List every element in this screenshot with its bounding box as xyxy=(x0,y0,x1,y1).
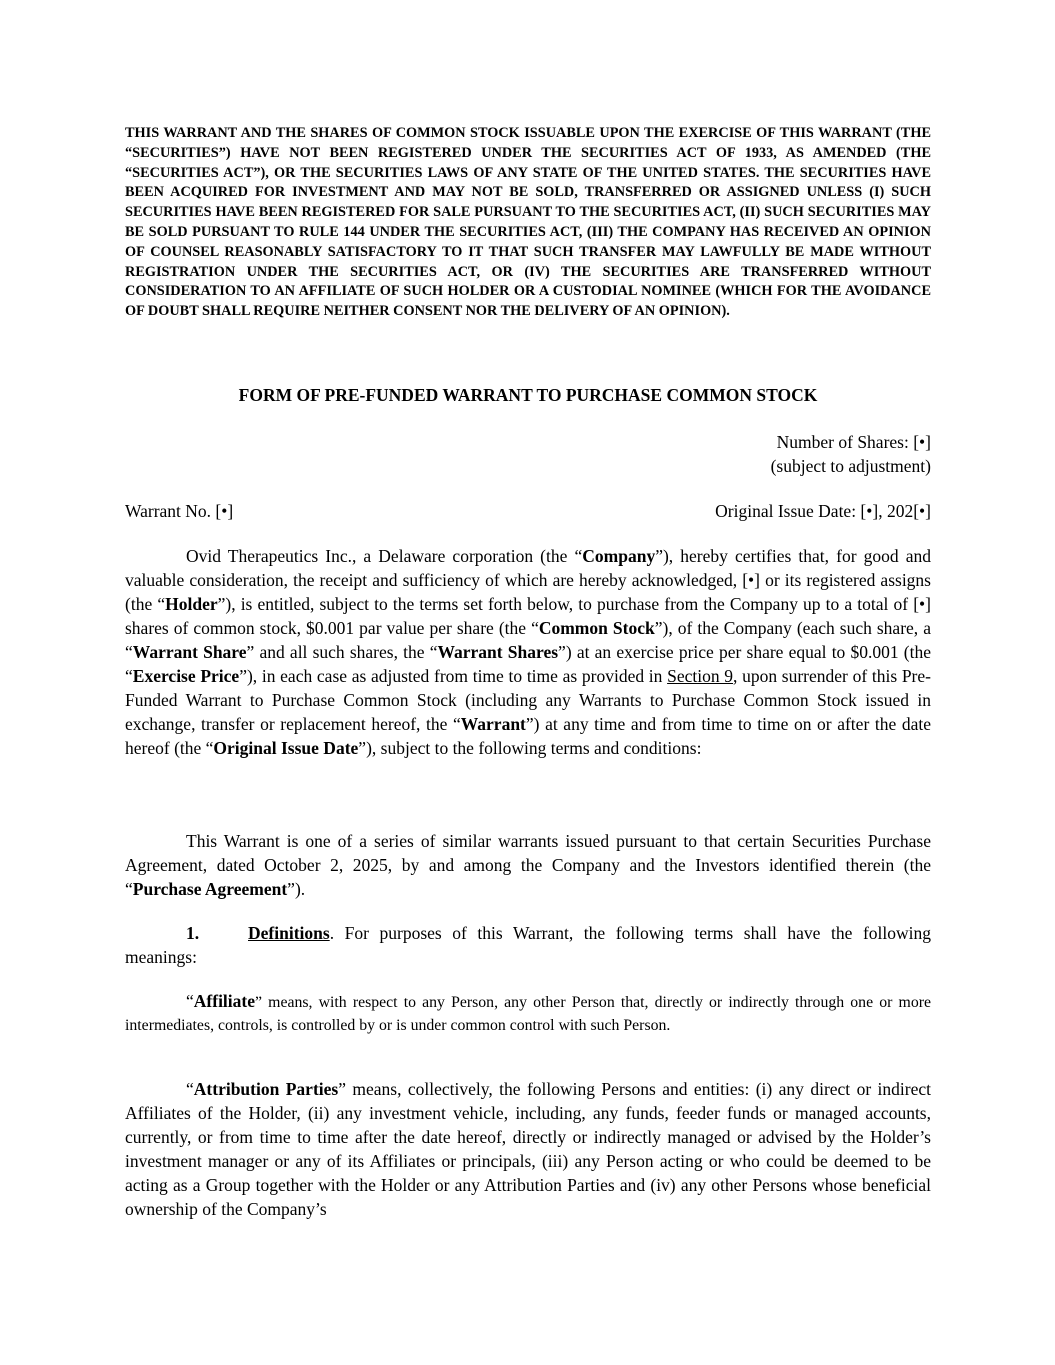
intro-text: , upon surrender of this Pre-Funded Warrant to Purchase Common Stock (including any Warrants to Purchase Common Stock issued in exchange, transfer or replacement hereof, the “ xyxy=(125,666,931,734)
term-holder: Holder xyxy=(165,594,218,614)
intro-text: ”) at any time and from time to time on or after the date hereof (the “ xyxy=(125,714,931,758)
intro-text: ”) at an exercise price per share equal to $0.001 (the “ xyxy=(125,642,931,686)
term-exercise-price: Exercise Price xyxy=(132,666,240,686)
quote-mark: “ xyxy=(186,1079,194,1099)
term-warrant-shares: Warrant Shares xyxy=(437,642,559,662)
series-text: ”). xyxy=(287,879,306,899)
intro-text: ”), hereby certifies that, for good and valuable consideration, the receipt and sufficiency of which are hereby acknowledged, [•] or its registered assigns (the “ xyxy=(125,546,931,614)
term-warrant: Warrant xyxy=(460,714,526,734)
intro-paragraph xyxy=(125,544,931,760)
number-of-shares-block xyxy=(771,430,931,478)
series-paragraph xyxy=(125,829,931,901)
document-title: FORM OF PRE-FUNDED WARRANT TO PURCHASE COMMON STOCK xyxy=(238,385,818,405)
intro-text: ” and all such shares, the “ xyxy=(246,642,438,662)
definition-text: ” means, with respect to any Person, any other Person that, directly or indirectly through one or more intermediates, controls, is controlled by or is under common control with such Person. xyxy=(125,994,931,1034)
term-affiliate: Affiliate xyxy=(193,991,256,1011)
warrant-number-row xyxy=(125,499,931,523)
term-purchase-agreement: Purchase Agreement xyxy=(132,879,288,899)
intro-text: ”), of the Company (each such share, a “ xyxy=(125,618,931,662)
section-9-reference: Section 9 xyxy=(667,666,734,686)
quote-mark: “ xyxy=(186,991,194,1011)
subject-to-adjustment: (subject to adjustment) xyxy=(770,456,931,476)
term-company: Company xyxy=(582,546,656,566)
definition-text: ” means, collectively, the following Persons and entities: (i) any direct or indirect Affiliates of the Holder, (ii) any investment vehicle, including, any funds, feeder funds or managed accounts, currently, or from time to time after the date hereof, directly or indirectly managed or advised by the Holder’s investment manager or any of its Affiliates or principals, (iii) any Person acting or who could be deemed to be acting as a Group together with the Holder or any Attribution Parties and (iv) any other Persons whose beneficial ownership of the Company’s xyxy=(125,1079,931,1219)
section-number: 1. xyxy=(186,923,200,943)
term-original-issue-date: Original Issue Date xyxy=(213,738,359,758)
intro-text: ”), subject to the following terms and conditions: xyxy=(358,738,702,758)
intro-text: ”), is entitled, subject to the terms set forth below, to purchase from the Company up to a total of [•] shares of common stock, $0.001 par value per share (the “ xyxy=(125,594,932,638)
securities-legend: THIS WARRANT AND THE SHARES OF COMMON STOCK ISSUABLE UPON THE EXERCISE OF THIS WARRANT (THE “SECURITIES”) HAVE NOT BEEN REGISTERED UNDER THE SECURITIES ACT OF 1933, AS AMENDED (THE “SECURITIES ACT”), OR THE SECURITIES LAWS OF ANY STATE OF THE UNITED STATES. THE SECURITIES HAVE BEEN ACQUIRED FOR INVESTMENT AND MAY NOT BE SOLD, TRANSFERRED OR ASSIGNED UNLESS (I) SUCH SECURITIES HAVE BEEN REGISTERED FOR SALE PURSUANT TO THE SECURITIES ACT, (II) SUCH SECURITIES MAY BE SOLD PURSUANT TO RULE 144 UNDER THE SECURITIES ACT, (III) THE COMPANY HAS RECEIVED AN OPINION OF COUNSEL REASONABLY SATISFACTORY TO IT THAT SUCH TRANSFER MAY LAWFULLY BE MADE WITHOUT REGISTRATION UNDER THE SECURITIES ACT, OR (IV) THE SECURITIES ARE TRANSFERRED WITHOUT CONSIDERATION TO AN AFFILIATE OF SUCH HOLDER OR A CUSTODIAL NOMINEE (WHICH FOR THE AVOIDANCE OF DOUBT SHALL REQUIRE NEITHER CONSENT NOR THE DELIVERY OF AN OPINION). xyxy=(125,125,931,320)
original-issue-date: Original Issue Date: [•], 202[•] xyxy=(715,501,931,521)
section-heading: Definitions xyxy=(248,923,330,943)
section-text: . For purposes of this Warrant, the following terms shall have the following meanings: xyxy=(125,923,931,967)
series-text: This Warrant is one of a series of similar warrants issued pursuant to that certain Securities Purchase Agreement, dated October 2, 2025, by and among the Company and the Investors identified therein (the “ xyxy=(125,831,931,899)
section-1-paragraph xyxy=(125,921,931,969)
term-warrant-share: Warrant Share xyxy=(132,642,247,662)
attribution-parties-definition xyxy=(125,1077,931,1221)
intro-text: ”), in each case as adjusted from time to time as provided in xyxy=(239,666,668,686)
term-attribution-parties: Attribution Parties xyxy=(193,1079,339,1099)
warrant-number: Warrant No. [•] xyxy=(125,501,234,521)
term-common-stock: Common Stock xyxy=(538,618,655,638)
affiliate-definition xyxy=(125,990,931,1037)
number-of-shares: Number of Shares: [•] xyxy=(776,432,931,452)
intro-text: Ovid Therapeutics Inc., a Delaware corporation (the “ xyxy=(186,546,583,566)
